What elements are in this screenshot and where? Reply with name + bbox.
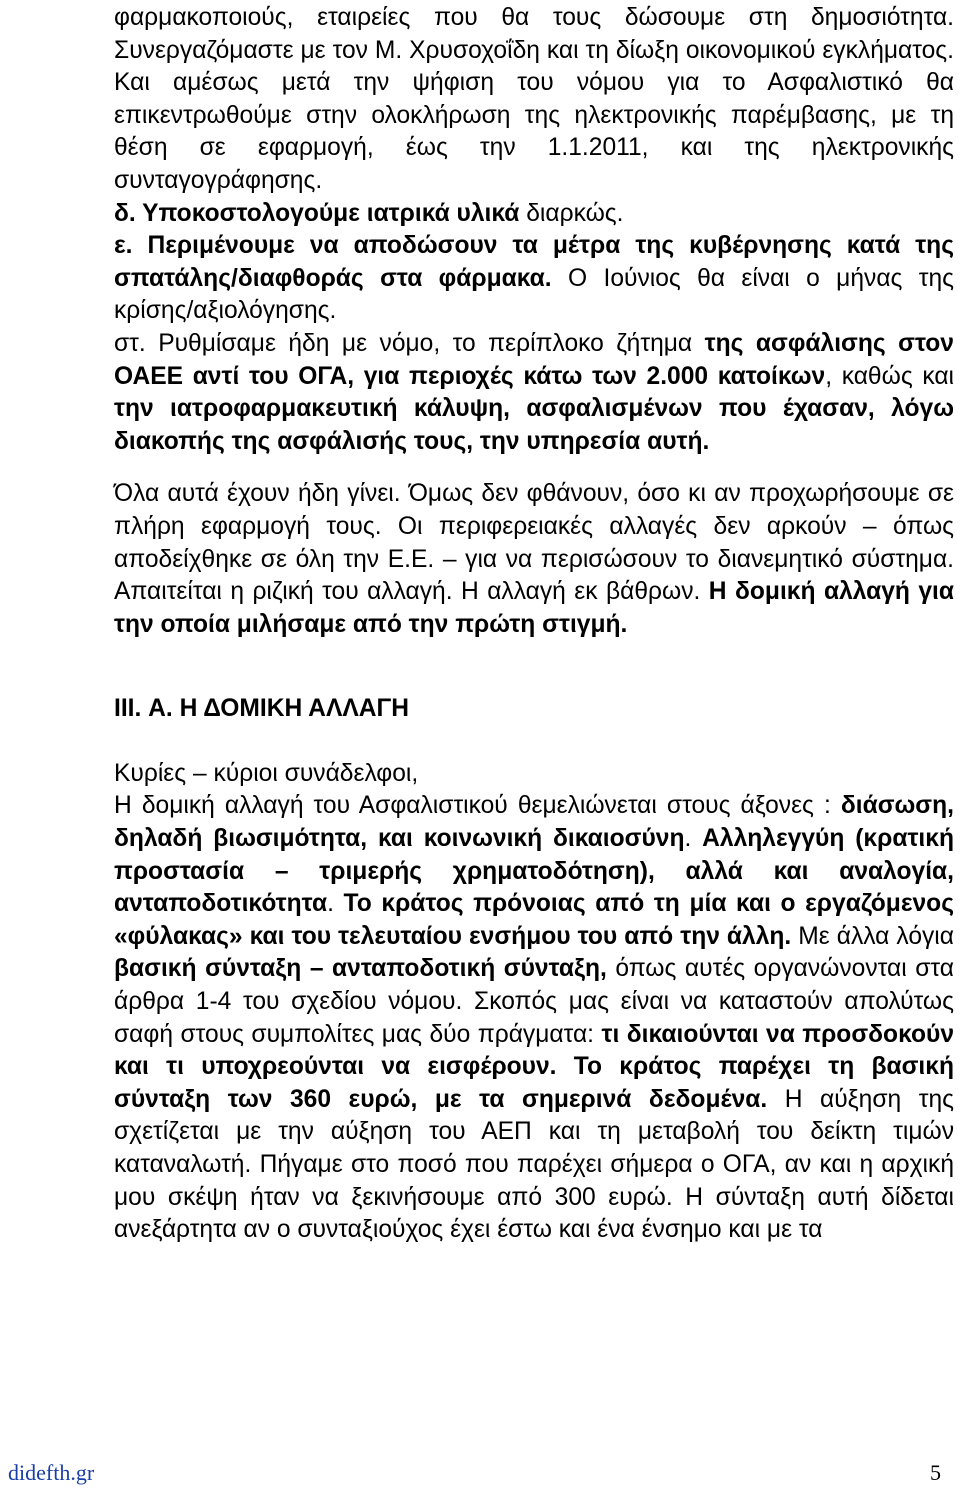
item-e-bold: ε. Περιμένουμε να αποδώσουν τα μέτρα της κυβέρνησης κατά της σπατάλης/διαφθοράς στα φάρμακα. <box>114 232 954 292</box>
text: στ. Ρυθμίσαμε ήδη με νόμο, το περίπλοκο ζήτημα <box>114 329 705 357</box>
text-bold: διάσωση, δηλαδή βιωσιμότητα, και κοινωνική δικαιοσύνη <box>114 792 954 853</box>
item-st-bold-2: την ιατροφαρμακευτική κάλυψη, ασφαλισμένων που έχασαν, λόγω διακοπής της ασφάλισής τους, την υπηρεσία αυτή. <box>114 395 954 455</box>
text-bold: Αλληλεγγύη (κρατική προστασία – τριμερής χρηματοδότηση), αλλά και αναλογία, ανταποδοτικότητα <box>114 825 954 918</box>
greeting: Κυρίες – κύριοι συνάδελφοι, <box>114 759 419 787</box>
document-page <box>114 0 954 1247</box>
text-bold: Το κράτος παρέχει τη βασική σύνταξη των 360 ευρώ, με τα σημερινά δεδομένα. <box>114 1053 955 1113</box>
text-bold: βασική σύνταξη – ανταποδοτική σύνταξη, <box>114 955 607 983</box>
text: Όλα αυτά έχουν ήδη γίνει. Όμως δεν φθάνουν, όσο κι αν προχωρήσουμε σε πλήρη εφαρμογή τους. Οι περιφερειακές αλλαγές δεν αρκούν – όπως αποδείχθηκε σε όλη την Ε.Ε. – για να περισώσουν το διανεμητικό σύστημα. Απαιτείται η ριζική του αλλαγή. Η αλλαγή εκ βάθρων. <box>114 480 954 606</box>
page-number: 5 <box>930 1460 941 1485</box>
text <box>557 1053 574 1080</box>
structural-change-bold: Η δομική αλλαγή για την οποία μιλήσαμε από την πρώτη στιγμή. <box>114 578 955 638</box>
section-heading: III. Α. Η ΔΟΜΙΚΗ ΑΛΛΑΓΗ <box>114 695 410 723</box>
text: φαρμακοποιούς, εταιρείες που θα τους δώσουμε στη δημοσιότητα. Συνεργαζόμαστε με τον Μ. Χρυσοχοΐδη και τη δίωξη οικονομικού εγκλήματος. Και αμέσως μετά την ψήφιση του νόμου για το Ασφαλιστικό θα επικεντρωθούμε στην ολοκλήρωση της ηλεκτρονικής παρέμβασης, με τη θέση σε εφαρμογή, έως την 1.1.2011, και της ηλεκτρονικής συνταγογράφησης. <box>114 4 954 194</box>
spacer <box>114 458 954 478</box>
spacer <box>114 726 954 758</box>
text: Ο Ιούνιος θα είναι ο μήνας της κρίσης/αξιολόγησης. <box>114 264 954 325</box>
text: Με άλλα λόγια <box>791 922 954 950</box>
text: , καθώς και <box>825 362 955 390</box>
text-bold: Το κράτος πρόνοιας από τη μία και ο εργαζόμενος «φύλακας» και του τελευταίου ενσήμου του από την άλλη. <box>114 890 954 950</box>
spacer <box>114 641 954 693</box>
footer-site-link[interactable]: didefth.gr <box>8 1460 95 1485</box>
paragraph-not-enough <box>114 478 954 641</box>
paragraph-measures <box>114 2 954 458</box>
paragraph-structural-change <box>114 790 954 1246</box>
text: . <box>327 890 344 918</box>
item-st-bold: της ασφάλισης στον ΟΑΕΕ αντί του ΟΓΑ, για περιοχές κάτω των 2.000 κατοίκων <box>114 329 954 390</box>
text: . <box>684 825 703 853</box>
item-d-bold: δ. Υποκοστολογούμε ιατρικά υλικά <box>114 199 520 227</box>
text: Η αύξηση της σχετίζεται με την αύξηση του ΑΕΠ και τη μεταβολή του δείκτη τιμών καταναλωτή. Πήγαμε στο ποσό που παρέχει σήμερα ο ΟΓΑ, αν και η αρχική μου σκέψη ήταν να ξεκινήσουμε από 300 ευρώ. Η σύνταξη αυτή δίδεται ανεξάρτητα αν ο συνταξιούχος έχει έστω και ένα ένσημο και με τα <box>114 1085 954 1244</box>
text: όπως αυτές οργανώνονται στα άρθρα 1-4 του σχεδίου νόμου. Σκοπός μας είναι να καταστούν απολύτως σαφή στους συμπολίτες μας δύο πράγματα: <box>114 955 954 1048</box>
text-bold: τι δικαιούνται να προσδοκούν και τι υποχρεούνται να εισφέρουν. <box>114 1020 954 1081</box>
text: διαρκώς. <box>519 199 624 227</box>
text: Η δομική αλλαγή του Ασφαλιστικού θεμελιώνεται στους άξονες : <box>114 792 841 820</box>
